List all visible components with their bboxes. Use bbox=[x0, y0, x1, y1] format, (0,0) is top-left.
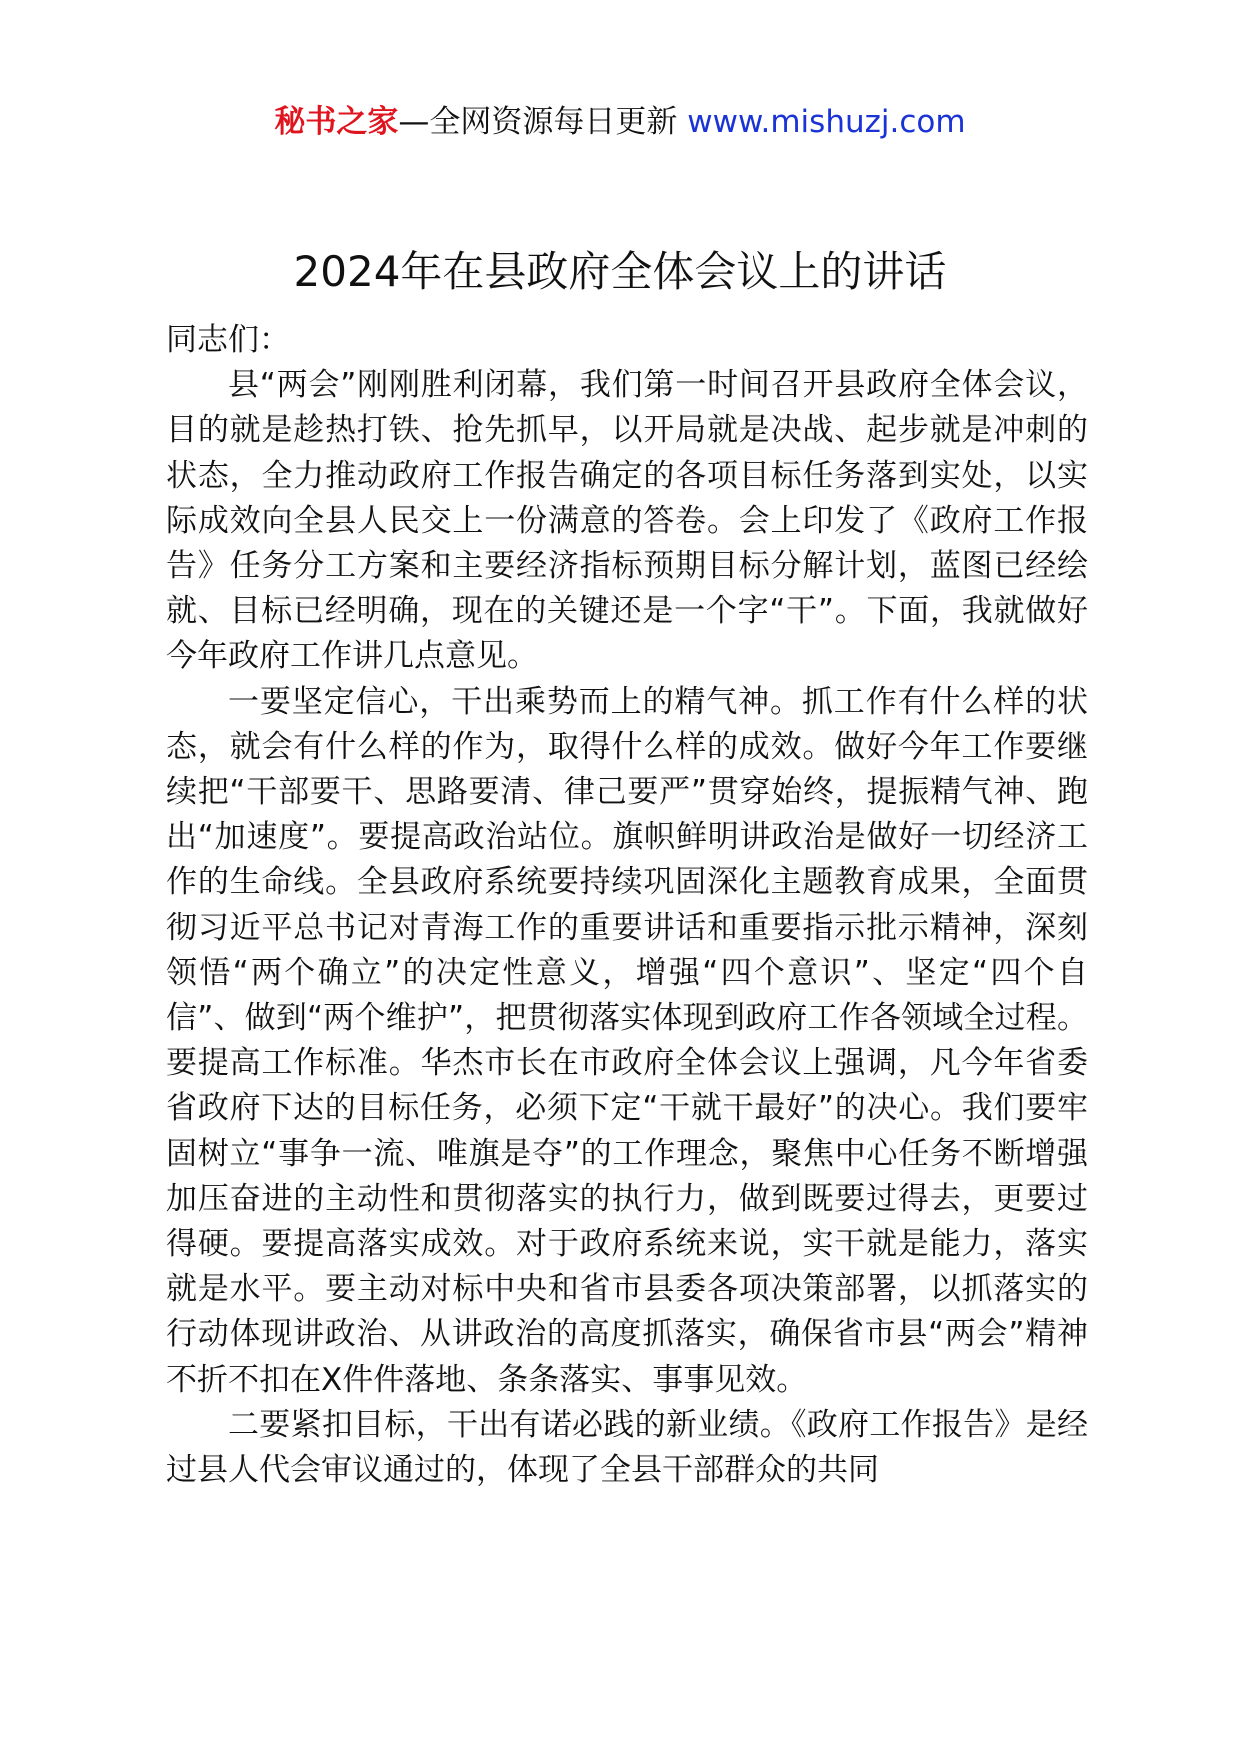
paragraph: 二要紧扣目标，干出有诺必践的新业绩。《政府工作报告》是经过县人代会审议通过的，体现了全县干部群众的共同 bbox=[166, 1406, 1088, 1489]
salutation: 同志们： bbox=[166, 322, 290, 358]
paragraph: 县“两会”刚刚胜利闭幕，我们第一时间召开县政府全体会议，目的就是趁热打铁、抢先抓早，以开局就是决战、起步就是冲刺的状态，全力推动政府工作报告确定的各项目标任务落到实处，以实际成效向全县人民交上一份满意的答卷。会上印发了《政府工作报告》任务分工方案和主要经济指标预期目标分解计划，蓝图已经绘就、目标已经明确，现在的关键还是一个字“干”。下面，我就做好今年政府工作讲几点意见。 bbox=[166, 367, 1088, 675]
document-body bbox=[166, 318, 1088, 1493]
site-slogan: —全网资源每日更新 bbox=[398, 104, 688, 140]
site-url-link[interactable]: www.mishuzj.com bbox=[687, 104, 966, 140]
paragraph: 一要坚定信心，干出乘势而上的精气神。抓工作有什么样的状态，就会有什么样的作为，取得什么样的成效。做好今年工作要继续把“干部要干、思路要清、律己要严”贯穿始终，提振精气神、跑出“加速度”。要提高政治站位。旗帜鲜明讲政治是做好一切经济工作的生命线。全县政府系统要持续巩固深化主题教育成果，全面贯彻习近平总书记对青海工作的重要讲话和重要指示批示精神，深刻领悟“两个确立”的决定性意义，增强“四个意识”、坚定“四个自信”、做到“两个维护”，把贯彻落实体现到政府工作各领域全过程。要提高工作标准。华杰市长在市政府全体会议上强调，凡今年省委省政府下达的目标任务，必须下定“干就干最好”的决心。我们要牢固树立“事争一流、唯旗是夺”的工作理念，聚焦中心任务不断增强加压奋进的主动性和贯彻落实的执行力，做到既要过得去，更要过得硬。要提高落实成效。对于政府系统来说，实干就是能力，落实就是水平。要主动对标中央和省市县委各项决策部署，以抓落实的行动体现讲政治、从讲政治的高度抓落实，确保省市县“两会”精神不折不扣在X件件落地、条条落实、事事见效。 bbox=[166, 683, 1088, 1398]
site-brand: 秘书之家 bbox=[274, 104, 399, 140]
site-header bbox=[0, 100, 1240, 144]
document-title: 2024年在县政府全体会议上的讲话 bbox=[293, 247, 947, 296]
